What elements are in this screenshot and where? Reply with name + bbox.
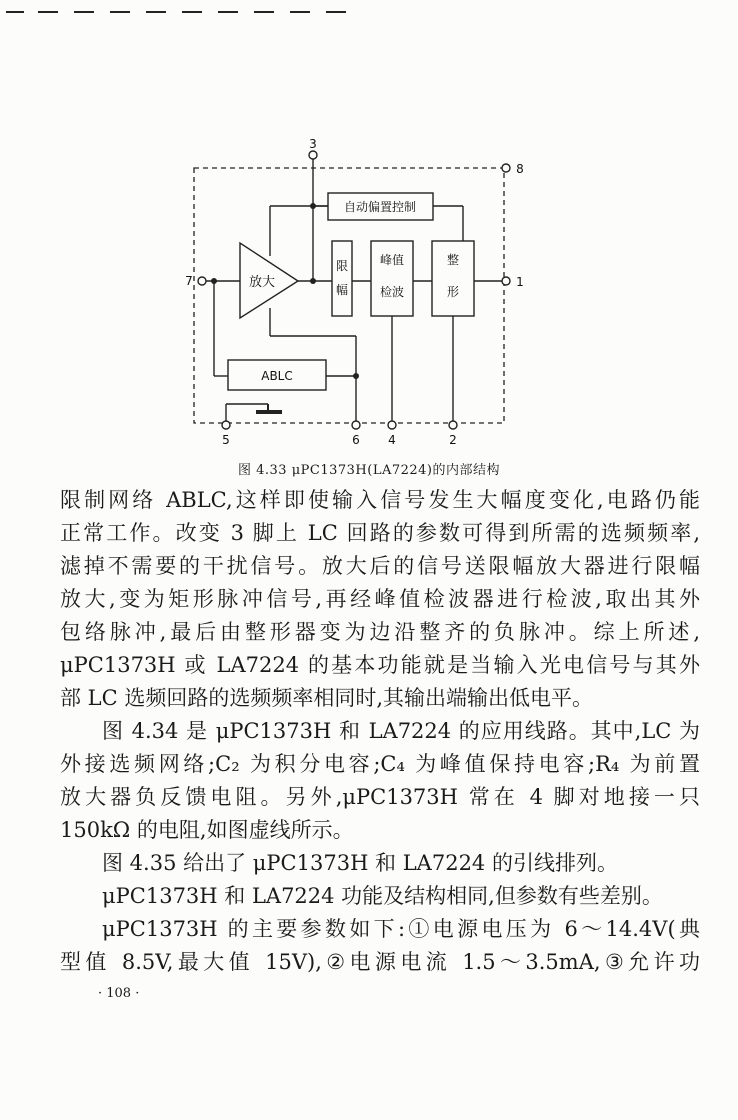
paragraph-1 <box>60 484 700 715</box>
pin-5 <box>222 421 230 429</box>
paragraph-2 <box>60 715 700 847</box>
pin-3-label: 3 <box>309 138 317 151</box>
text-line: 放大器负反馈电阻。另外,μPC1373H 常在 4 脚对地接一只 <box>60 785 700 809</box>
text-line: 限制网络 ABLC,这样即使输入信号发生大幅度变化,电路仍能 <box>60 488 700 512</box>
pin-4 <box>388 421 396 429</box>
text-line: 图 4.34 是 μPC1373H 和 LA7224 的应用线路。其中,LC 为 <box>102 719 700 743</box>
ablc-label: ABLC <box>261 369 293 383</box>
pin-1 <box>502 277 510 285</box>
text-line: 型值 8.5V,最大值 15V),②电源电流 1.5～3.5mA,③允许功 <box>60 950 700 974</box>
pin-3 <box>309 151 317 159</box>
page-number: · 108 · <box>98 986 140 1001</box>
ground-icon <box>256 410 282 414</box>
limiter-label-1: 限 <box>335 259 349 273</box>
pin-7 <box>198 277 206 285</box>
pin-5-label: 5 <box>222 433 230 447</box>
text-line: 放大,变为矩形脉冲信号,再经峰值检波器进行检波,取出其外 <box>60 587 700 611</box>
pin-7-label: 7 <box>185 274 193 288</box>
text-line: 滤掉不需要的干扰信号。放大后的信号送限幅放大器进行限幅 <box>60 554 700 578</box>
pin-6-label: 6 <box>352 433 360 447</box>
pin-8 <box>502 164 510 172</box>
pin-6 <box>352 421 360 429</box>
pin-8-label: 8 <box>516 162 524 176</box>
top-rule <box>0 0 738 20</box>
peak-label-2: 检波 <box>379 285 405 299</box>
figure-caption: 图 4.33 μPC1373H(LA7224)的内部结构 <box>237 463 501 478</box>
pin-4-label: 4 <box>388 433 396 447</box>
text-line: 正常工作。改变 3 脚上 LC 回路的参数可得到所需的选频频率, <box>60 521 700 545</box>
text-line: 包络脉冲,最后由整形器变为边沿整齐的负脉冲。综上所述, <box>60 620 700 644</box>
block-diagram <box>170 138 550 450</box>
paragraph-3 <box>60 847 700 880</box>
text-line: 图 4.35 给出了 μPC1373H 和 LA7224 的引线排列。 <box>102 851 618 875</box>
limiter-label-2: 幅 <box>335 283 349 297</box>
paragraph-4 <box>60 880 700 913</box>
peak-label-1: 峰值 <box>379 253 405 267</box>
amp-label: 放大 <box>248 275 276 290</box>
text-line: μPC1373H 和 LA7224 功能及结构相同,但参数有些差别。 <box>102 884 663 908</box>
text-line: μPC1373H 的主要参数如下:①电源电压为 6～14.4V(典 <box>102 917 700 941</box>
pin-2 <box>449 421 457 429</box>
shaper-label-1: 整 <box>446 253 460 267</box>
agc-label: 自动偏置控制 <box>343 200 417 214</box>
text-line: μPC1373H 或 LA7224 的基本功能就是当输入光电信号与其外 <box>60 653 700 677</box>
text-line: 部 LC 选频回路的选频频率相同时,其输出端输出低电平。 <box>60 686 594 710</box>
paragraph-5 <box>60 913 700 979</box>
shaper-label-2: 形 <box>446 285 460 299</box>
pin-1-label: 1 <box>516 275 524 289</box>
body-text <box>60 484 700 979</box>
text-line: 外接选频网络;C₂ 为积分电容;C₄ 为峰值保持电容;R₄ 为前置 <box>60 752 700 776</box>
text-line: 150kΩ 的电阻,如图虚线所示。 <box>60 818 354 842</box>
limiter-block <box>332 241 352 316</box>
pin-2-label: 2 <box>449 433 457 447</box>
